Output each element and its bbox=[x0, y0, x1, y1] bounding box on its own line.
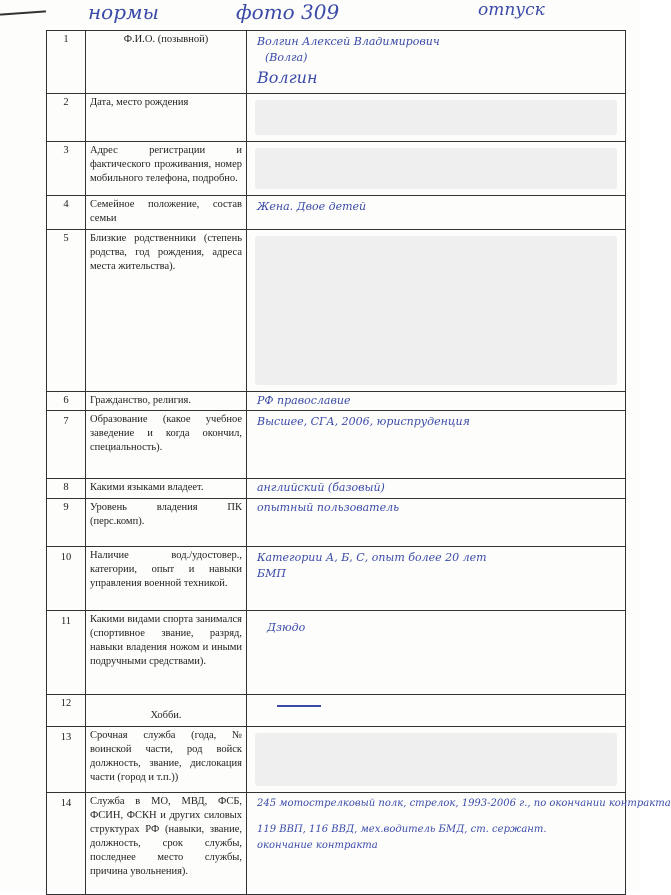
answer-line: 245 мотострелковый полк, стрелок, 1993-2006 г., по окончании контракта bbox=[257, 798, 671, 809]
row-number: 7 bbox=[47, 411, 86, 479]
note-left: нормы bbox=[88, 0, 159, 24]
dash-mark bbox=[277, 705, 321, 707]
answer-line: Дзюдо bbox=[267, 621, 306, 634]
row-number: 12 bbox=[47, 695, 86, 727]
row-answer bbox=[247, 196, 626, 230]
answer-line: 119 ВВП, 116 ВВД, мех.водитель БМД, ст. сержант. bbox=[257, 824, 547, 835]
table-row bbox=[47, 230, 626, 392]
answer-line: окончание контракта bbox=[257, 840, 378, 851]
personal-data-table bbox=[46, 30, 671, 895]
row-label: Близкие родственники (степень родства, год рождения, адреса места жительства). bbox=[86, 230, 247, 392]
table-row bbox=[47, 547, 626, 611]
row-number: 5 bbox=[47, 230, 86, 392]
row-label: Какими языками владеет. bbox=[86, 479, 247, 499]
redaction-box bbox=[255, 100, 617, 135]
table-row bbox=[47, 392, 626, 411]
row-number: 1 bbox=[47, 31, 86, 94]
row-number: 4 bbox=[47, 196, 86, 230]
row-label: Образование (какое учебное заведение и когда окончил, специальность). bbox=[86, 411, 247, 479]
redaction-box bbox=[255, 733, 617, 786]
table-row bbox=[47, 31, 626, 94]
table-row bbox=[47, 695, 626, 727]
row-answer bbox=[247, 499, 626, 547]
row-answer bbox=[247, 547, 626, 611]
row-label: Ф.И.О. (позывной) bbox=[86, 31, 247, 94]
row-number: 10 bbox=[47, 547, 86, 611]
table-row bbox=[47, 611, 626, 695]
redaction-box bbox=[255, 236, 617, 385]
row-answer bbox=[247, 695, 626, 727]
row-number: 13 bbox=[47, 727, 86, 793]
table-row bbox=[47, 479, 626, 499]
row-answer bbox=[247, 793, 671, 895]
row-number: 3 bbox=[47, 142, 86, 196]
row-number: 2 bbox=[47, 94, 86, 142]
note-right: отпуск bbox=[478, 0, 545, 20]
answer-line: Волгин bbox=[257, 68, 318, 87]
answer-line: Категории А, Б, С, опыт более 20 лет bbox=[257, 551, 487, 564]
row-label: Какими видами спорта занимался (спортивное звание, разряд, навыки владения ножом и иными подручными средствами). bbox=[86, 611, 247, 695]
row-answer-redacted bbox=[247, 94, 626, 142]
table-row bbox=[47, 499, 626, 547]
table-row bbox=[47, 196, 626, 230]
answer-line: РФ православие bbox=[257, 394, 351, 407]
row-number: 14 bbox=[47, 793, 86, 895]
row-answer-redacted bbox=[247, 727, 626, 793]
row-answer-redacted bbox=[247, 142, 626, 196]
table-row bbox=[47, 94, 626, 142]
row-answer-redacted bbox=[247, 230, 626, 392]
row-label: Адрес регистрации и фактического проживания, номер мобильного телефона, подробно. bbox=[86, 142, 247, 196]
redaction-box bbox=[255, 148, 617, 189]
row-label: Хобби. bbox=[86, 695, 247, 727]
row-number: 11 bbox=[47, 611, 86, 695]
row-number: 9 bbox=[47, 499, 86, 547]
row-label: Служба в МО, МВД, ФСБ, ФСИН, ФСКН и других силовых структурах РФ (навыки, звание, должность, срок службы, последнее место службы, причина увольнения). bbox=[86, 793, 247, 895]
table-row bbox=[47, 142, 626, 196]
answer-line: (Волга) bbox=[265, 51, 308, 64]
row-answer bbox=[247, 479, 626, 499]
answer-line: опытный пользователь bbox=[257, 501, 400, 514]
table-row bbox=[47, 727, 626, 793]
row-label: Наличие вод./удостовер., категории, опыт и навыки управления военной техникой. bbox=[86, 547, 247, 611]
answer-line: Жена. Двое детей bbox=[257, 200, 367, 213]
row-number: 8 bbox=[47, 479, 86, 499]
row-label: Дата, место рождения bbox=[86, 94, 247, 142]
answer-line: Волгин Алексей Владимирович bbox=[257, 35, 440, 48]
table-row bbox=[47, 793, 626, 895]
row-answer bbox=[247, 411, 626, 479]
row-number: 6 bbox=[47, 392, 86, 411]
row-label: Срочная служба (года, № воинской части, род войск должность, звание, дислокация части (город и т.п.)) bbox=[86, 727, 247, 793]
row-label: Гражданство, религия. bbox=[86, 392, 247, 411]
row-label: Уровень владения ПК (перс.комп). bbox=[86, 499, 247, 547]
row-answer bbox=[247, 611, 626, 695]
row-label: Семейное положение, состав семьи bbox=[86, 196, 247, 230]
row-answer bbox=[247, 392, 626, 411]
row-answer bbox=[247, 31, 626, 94]
answer-line: английский (базовый) bbox=[257, 481, 385, 494]
answer-line: Высшее, СГА, 2006, юриспруденция bbox=[257, 415, 470, 428]
answer-line: БМП bbox=[257, 567, 286, 580]
pen-stroke bbox=[0, 10, 46, 15]
table-row bbox=[47, 411, 626, 479]
note-middle: фото 309 bbox=[236, 0, 340, 24]
